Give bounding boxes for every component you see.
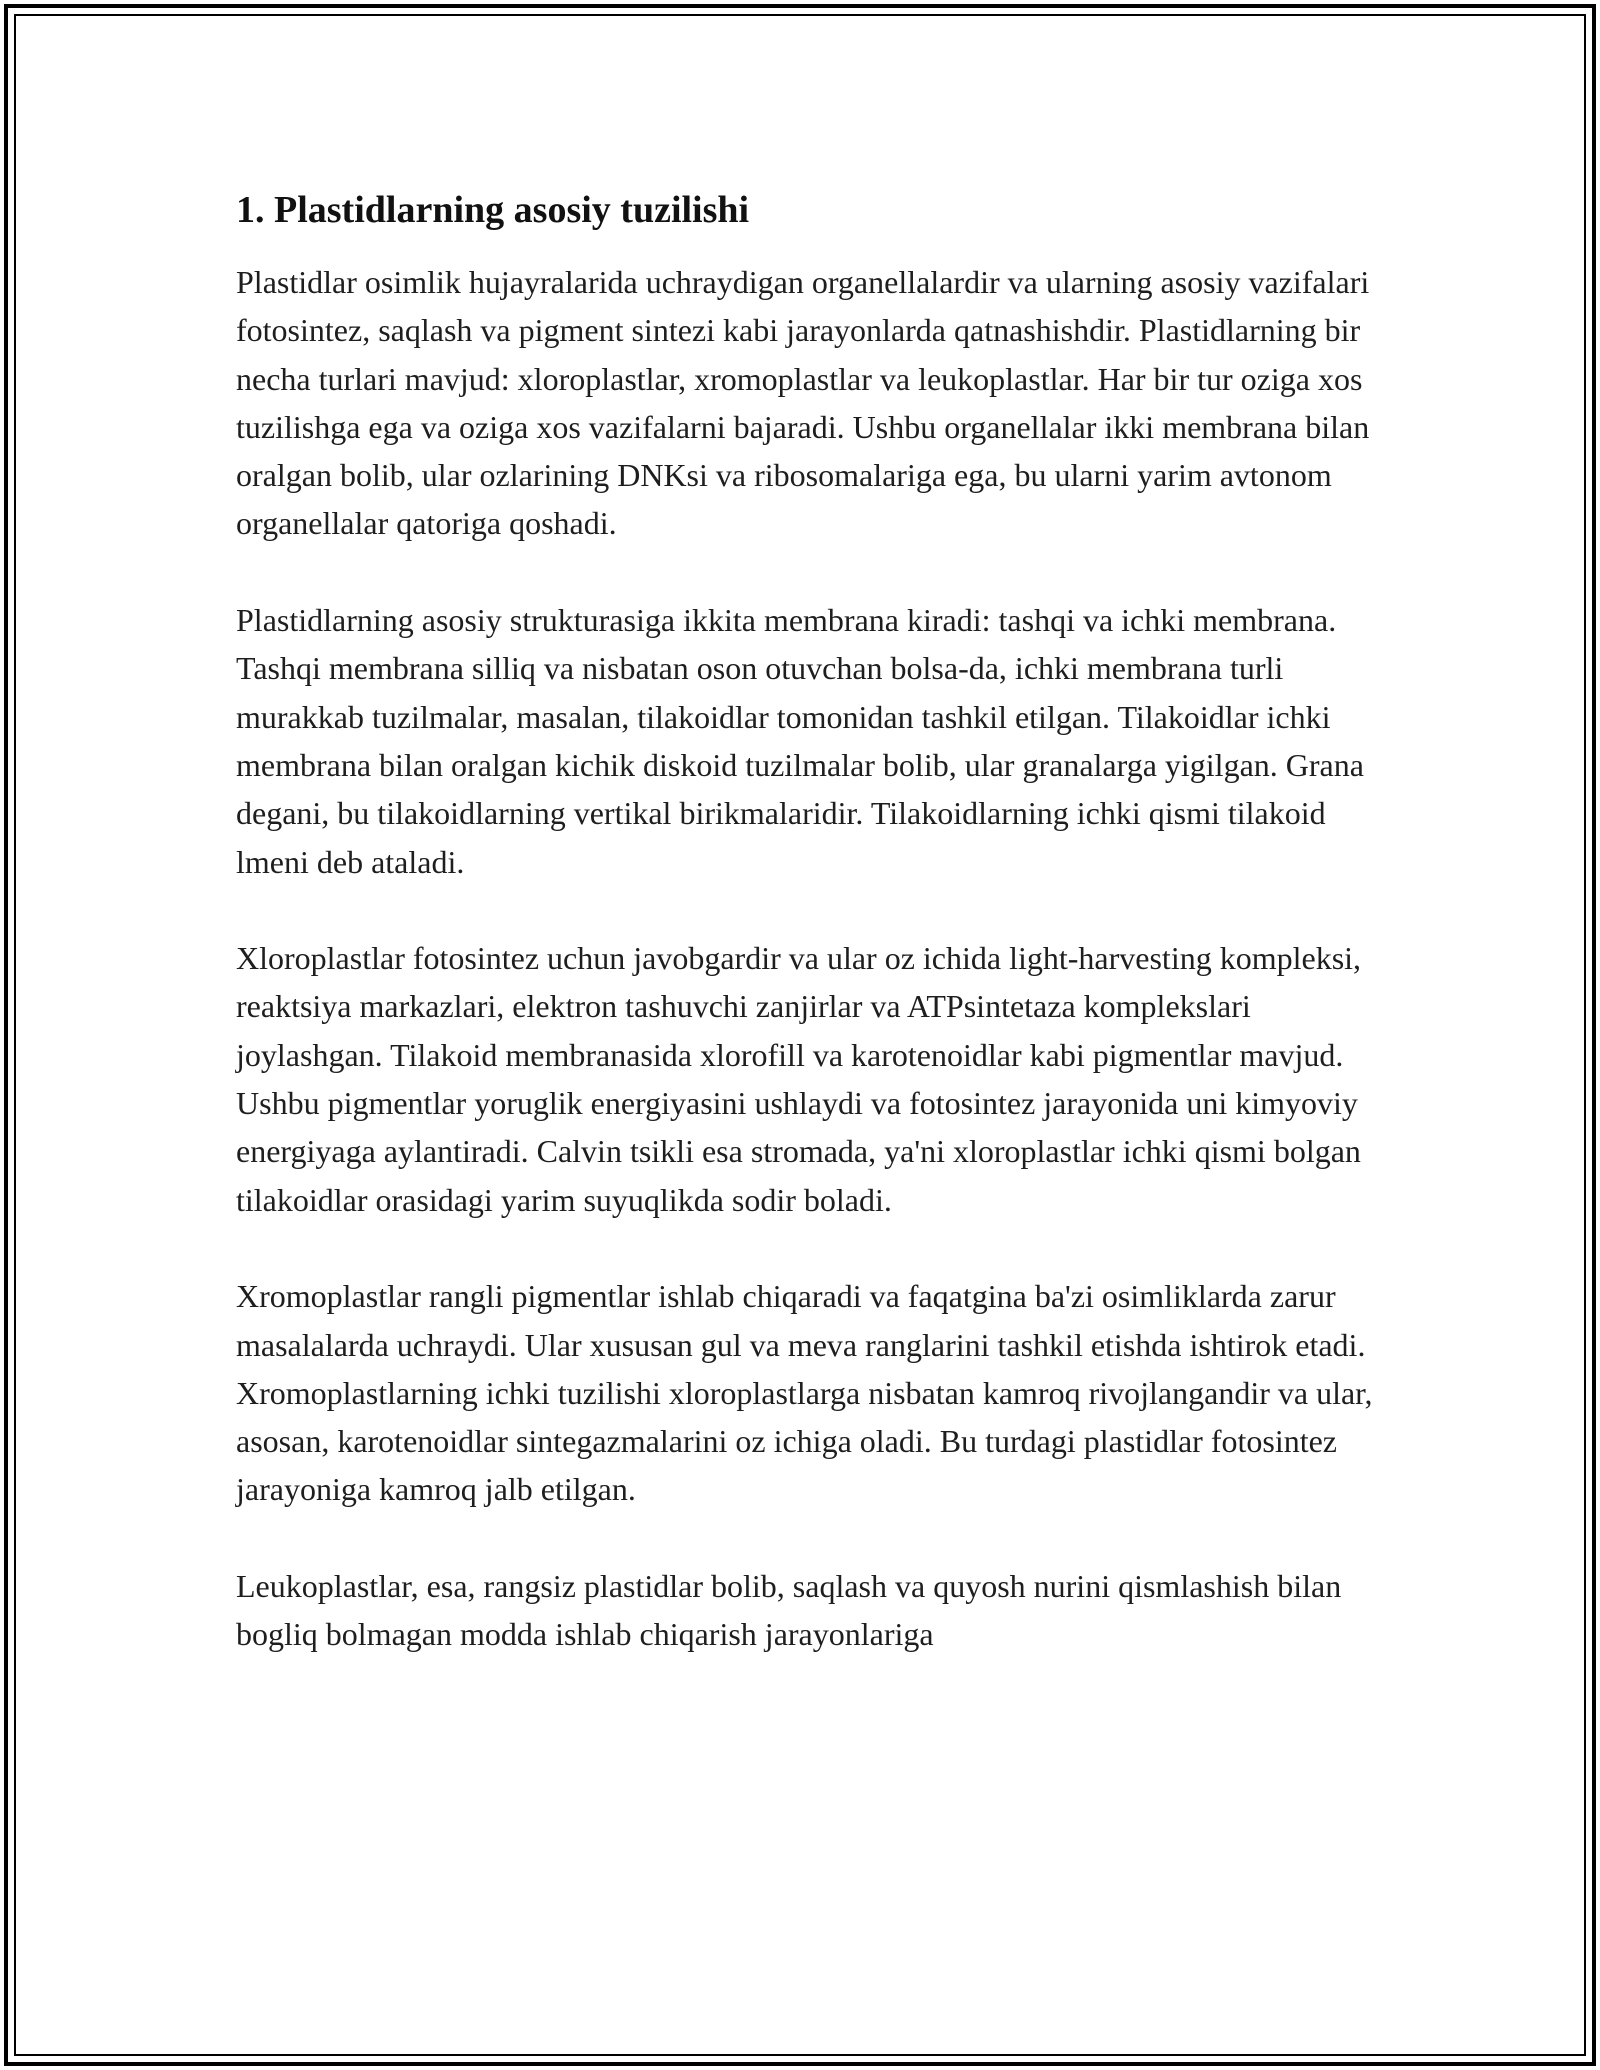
paragraph-2: Plastidlarning asosiy strukturasiga ikkita membrana kiradi: tashqi va ichki membrana. Tashqi membrana silliq va nisbatan oson otuvchan bolsa-da, ichki membrana turli murakkab tuzilmalar, masalan, tilakoidlar tomonidan tashkil etilgan. Tilakoidlar ichki membrana bilan oralgan kichik diskoid tuzilmalar bolib, ular granalarga yigilgan. Grana degani, bu tilakoidlarning vertikal birikmalaridir. Tilakoidlarning ichki qismi tilakoid lmeni deb ataladi. — [236, 602, 1364, 880]
section-heading: 1. Plastidlarning asosiy tuzilishi — [236, 189, 750, 231]
paragraph-3: Xloroplastlar fotosintez uchun javobgardir va ular oz ichida light-harvesting kompleksi, reaktsiya markazlari, elektron tashuvchi zanjirlar va ATPsintetaza komplekslari joylashgan. Tilakoid membranasida xlorofill va karotenoidlar kabi pigmentlar mavjud. Ushbu pigmentlar yoruglik energiyasini ushlaydi va fotosintez jarayonida uni kimyoviy energiyaga aylantiradi. Calvin tsikli esa stromada, ya'ni xloroplastlar ichki qismi bolgan tilakoidlar orasidagi yarim suyuqlikda sodir boladi. — [236, 940, 1362, 1218]
paragraph-5: Leukoplastlar, esa, rangsiz plastidlar bolib, saqlash va quyosh nurini qismlashish bilan bogliq bolmagan modda ishlab chiqarish jarayonlariga — [236, 1568, 1342, 1653]
paragraph-4: Xromoplastlar rangli pigmentlar ishlab chiqaradi va faqatgina ba'zi osimliklarda zarur masalalarda uchraydi. Ular xususan gul va meva ranglarini tashkil etishda ishtirok etadi. Xromoplastlarning ichki tuzilishi xloroplastlarga nisbatan kamroq rivojlangandir va ular, asosan, karotenoidlar sintegazmalarini oz ichiga oladi. Bu turdagi plastidlar fotosintez jarayoniga kamroq jalb etilgan. — [236, 1278, 1373, 1508]
document-body — [236, 186, 1376, 1707]
paragraph-1: Plastidlar osimlik hujayralarida uchraydigan organellalardir va ularning asosiy vazifalari fotosintez, saqlash va pigment sintezi kabi jarayonlarda qatnashishdir. Plastidlarning bir necha turlari mavjud: xloroplastlar, xromoplastlar va leukoplastlar. Har bir tur oziga xos tuzilishga ega va oziga xos vazifalarni bajaradi. Ushbu organellalar ikki membrana bilan oralgan bolib, ular ozlarining DNKsi va ribosomalariga ega, bu ularni yarim avtonom organellalar qatoriga qoshadi. — [236, 264, 1370, 542]
